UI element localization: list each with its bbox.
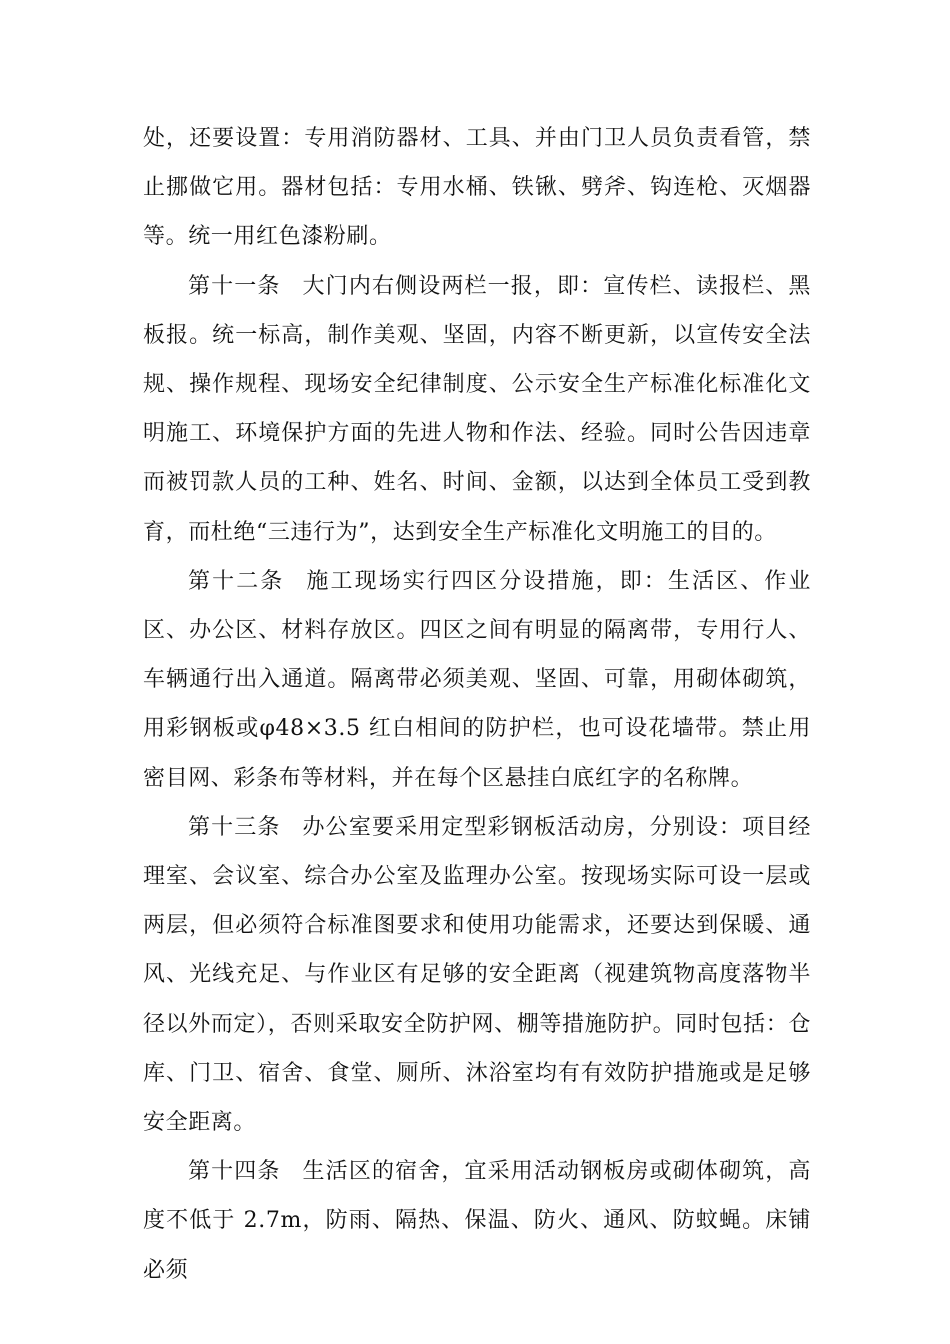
paragraph-text: 生活区的宿舍，宜采用活动钢板房或砌体砌筑，高度不低于 2.7m，防雨、隔热、保温、防火、通风、防蚊蝇。床铺必须 <box>143 1159 811 1283</box>
paragraph-continuation <box>143 114 811 262</box>
article-number: 第十一条 <box>188 273 281 299</box>
paragraph-text: 处，还要设置：专用消防器材、工具、并由门卫人员负责看管，禁止挪做它用。器材包括：专用水桶、铁锹、劈斧、钩连枪、灭烟器等。统一用红色漆粉刷。 <box>143 126 811 250</box>
paragraph-text: 办公室要采用定型彩钢板活动房，分别设：项目经理室、会议室、综合办公室及监理办公室。按现场实际可设一层或两层，但必须符合标准图要求和使用功能需求，还要达到保暖、通风、光线充足、与作业区有足够的安全距离（视建筑物高度落物半径以外而定），否则采取安全防护网、棚等措施防护。同时包括：仓库、门卫、宿舍、食堂、厕所、沐浴室均有有效防护措施或是足够安全距离。 <box>143 814 811 1136</box>
article-12-paragraph <box>143 557 811 803</box>
paragraph-text: 施工现场实行四区分设措施，即：生活区、作业区、办公区、材料存放区。四区之间有明显的隔离带，专用行人、车辆通行出入通道。隔离带必须美观、坚固、可靠，用砌体砌筑，用彩钢板或φ48×3.5 红白相间的防护栏，也可设花墙带。禁止用密目网、彩条布等材料，并在每个区悬挂白底红字的名称牌。 <box>143 568 811 791</box>
article-13-paragraph <box>143 803 811 1147</box>
article-11-paragraph <box>143 262 811 557</box>
article-number: 第十三条 <box>188 814 281 840</box>
article-number: 第十二条 <box>188 568 285 594</box>
paragraph-text: 大门内右侧设两栏一报，即：宣传栏、读报栏、黑板报。统一标高，制作美观、坚固，内容不断更新，以宣传安全法规、操作规程、现场安全纪律制度、公示安全生产标准化标准化文明施工、环境保护方面的先进人物和作法、经验。同时公告因违章而被罚款人员的工种、姓名、时间、金额，以达到全体员工受到教育，而杜绝“三违行为”，达到安全生产标准化文明施工的目的。 <box>143 273 811 545</box>
article-number: 第十四条 <box>188 1159 281 1185</box>
article-14-paragraph <box>143 1147 811 1295</box>
body-text <box>143 114 811 1295</box>
